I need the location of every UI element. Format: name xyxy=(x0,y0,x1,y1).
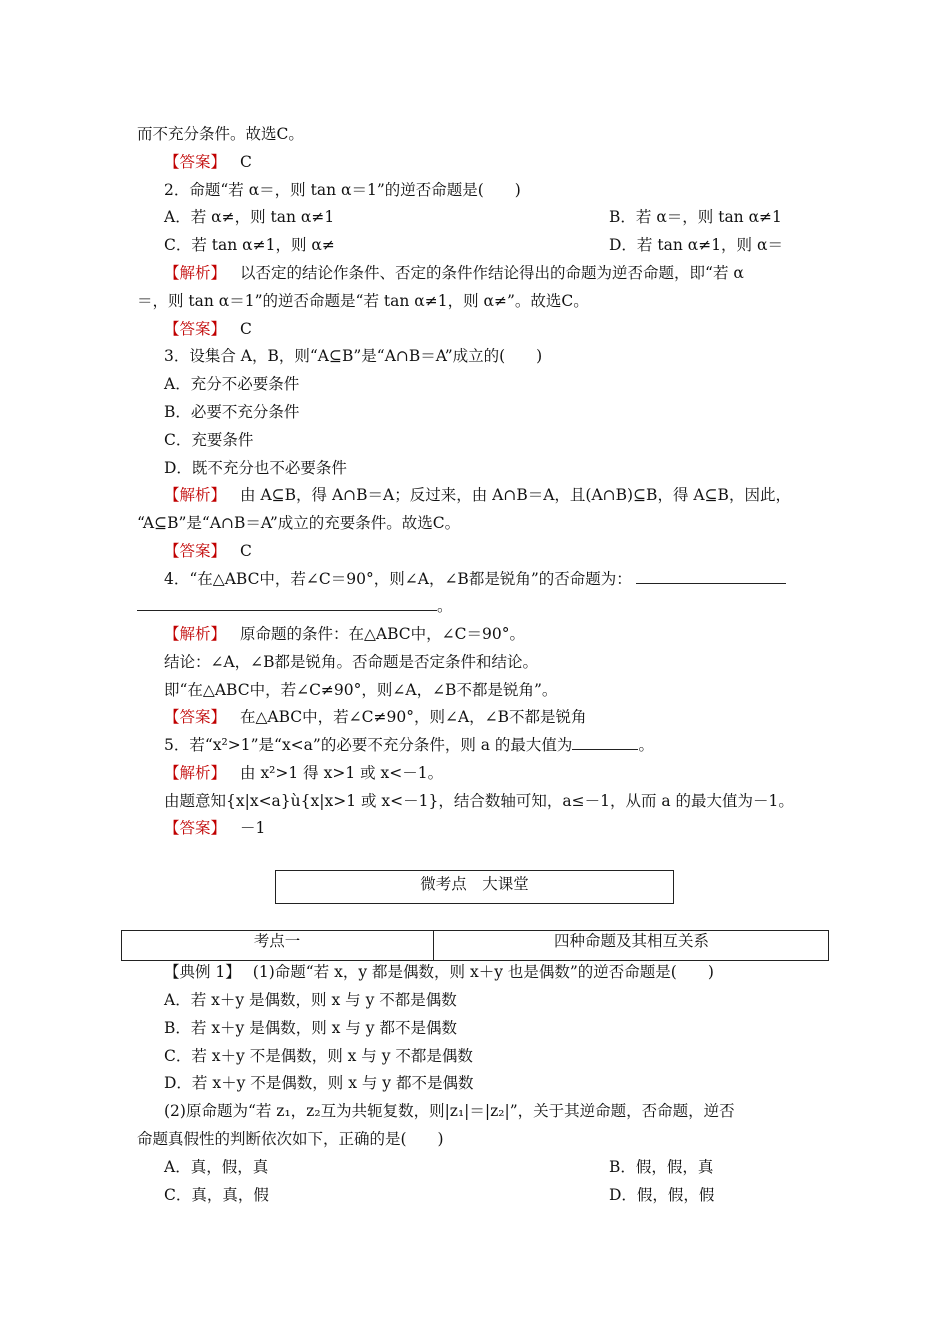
text-fragment: 。 xyxy=(638,736,654,754)
question-part-2: (2)原命题为“若 z₁，z₂互为共轭复数，则|z₁|＝|z₂|”，关于其逆命题，否命题，逆否 xyxy=(164,1102,735,1120)
option-c: C．若 tan α≠1，则 α≠ xyxy=(164,236,335,254)
option-a: A．若 x＋y 是偶数，则 x 与 y 不都是偶数 xyxy=(164,991,457,1009)
question-5 xyxy=(164,735,654,755)
answer-line xyxy=(164,707,587,727)
text-line: 结论：∠A，∠B都是锐角。否命题是否定条件和结论。 xyxy=(164,653,539,671)
option-b: B．假，假，真 xyxy=(609,1158,714,1176)
analysis-tag: 【解析】 xyxy=(164,764,227,782)
answer-blank xyxy=(572,735,638,750)
answer-tag: 【答案】 xyxy=(164,708,227,726)
option-b: B．必要不充分条件 xyxy=(164,403,300,421)
answer-blank xyxy=(137,596,437,611)
option-d: D．若 x＋y 不是偶数，则 x 与 y 都不是偶数 xyxy=(164,1074,474,1092)
topic-name: 四种命题及其相互关系 xyxy=(553,932,709,950)
question-4-cont xyxy=(137,596,453,616)
analysis-text: 由 A⊆B，得 A∩B＝A；反过来，由 A∩B＝A，且(A∩B)⊆B，得 A⊆B，因此， xyxy=(240,486,791,504)
option-c: C．真，真，假 xyxy=(164,1186,269,1204)
option-a: A．若 α≠，则 tan α≠1 xyxy=(164,208,335,226)
text-line: “A⊆B”是“A∩B＝A”成立的充要条件。故选C。 xyxy=(137,514,461,532)
example-question: (1)命题“若 x，y 都是偶数，则 x＋y 也是偶数”的逆否命题是( ) xyxy=(252,963,714,981)
analysis-tag: 【解析】 xyxy=(164,625,227,643)
option-c: C．充要条件 xyxy=(164,431,254,449)
analysis-tag: 【解析】 xyxy=(164,264,227,282)
example-line xyxy=(164,962,714,982)
answer-value: C xyxy=(240,153,252,171)
option-d: D．假，假，假 xyxy=(609,1186,715,1204)
answer-line xyxy=(164,541,252,561)
answer-value: C xyxy=(240,320,252,338)
answer-tag: 【答案】 xyxy=(164,320,227,338)
text-line: ＝，则 tan α＝1”的逆否命题是“若 tan α≠1，则 α≠”。故选C。 xyxy=(137,292,589,310)
analysis-tag: 【解析】 xyxy=(164,486,227,504)
option-a: A．充分不必要条件 xyxy=(164,375,300,393)
answer-tag: 【答案】 xyxy=(164,153,227,171)
question-text: 5．若“x²>1”是“x<a”的必要不充分条件，则 a 的最大值为 xyxy=(164,736,573,754)
answer-tag: 【答案】 xyxy=(164,542,227,560)
option-a: A．真，假，真 xyxy=(164,1158,269,1176)
option-d: D．既不充分也不必要条件 xyxy=(164,459,347,477)
question-4 xyxy=(164,569,786,589)
analysis-line xyxy=(164,624,525,644)
section-title: 微考点 大课堂 xyxy=(420,875,529,893)
answer-line xyxy=(164,319,252,339)
option-b: B．若 x＋y 是偶数，则 x 与 y 都不是偶数 xyxy=(164,1019,457,1037)
option-d: D．若 tan α≠1，则 α＝ xyxy=(609,236,783,254)
text-line: 命题真假性的判断依次如下，正确的是( ) xyxy=(137,1130,444,1148)
question-text: 4．“在△ABC中，若∠C＝90°，则∠A，∠B都是锐角”的否命题为： xyxy=(164,570,632,588)
analysis-text: 原命题的条件：在△ABC中，∠C＝90°。 xyxy=(240,625,525,643)
answer-value: 在△ABC中，若∠C≠90°，则∠A，∠B不都是锐角 xyxy=(240,708,587,726)
answer-line xyxy=(164,152,252,172)
answer-blank xyxy=(636,569,786,584)
analysis-text: 以否定的结论作条件、否定的条件作结论得出的命题为逆否命题，即“若 α xyxy=(240,264,744,282)
option-b: B．若 α＝，则 tan α≠1 xyxy=(609,208,782,226)
question-2: 2．命题“若 α＝，则 tan α＝1”的逆否命题是( ) xyxy=(164,181,521,199)
analysis-line xyxy=(164,485,791,505)
analysis-text: 由 x²>1 得 x>1 或 x<－1。 xyxy=(240,764,444,782)
analysis-line xyxy=(164,763,443,783)
analysis-line xyxy=(164,263,744,283)
answer-value: －1 xyxy=(240,819,266,837)
example-tag: 【典例 1】 xyxy=(164,963,241,981)
topic-label: 考点一 xyxy=(253,932,301,950)
text-line: 而不充分条件。故选C。 xyxy=(137,125,304,143)
answer-tag: 【答案】 xyxy=(164,819,227,837)
option-c: C．若 x＋y 不是偶数，则 x 与 y 不都是偶数 xyxy=(164,1047,473,1065)
answer-value: C xyxy=(240,542,252,560)
text-line: 即“在△ABC中，若∠C≠90°，则∠A，∠B不都是锐角”。 xyxy=(164,681,558,699)
answer-line xyxy=(164,818,265,838)
question-3: 3．设集合 A，B，则“A⊆B”是“A∩B＝A”成立的( ) xyxy=(164,347,543,365)
text-fragment: 。 xyxy=(437,597,453,615)
text-line: 由题意知{x|x<a}ù{x|x>1 或 x<－1}，结合数轴可知，a≤－1，从而 a 的最大值为－1。 xyxy=(164,792,794,810)
